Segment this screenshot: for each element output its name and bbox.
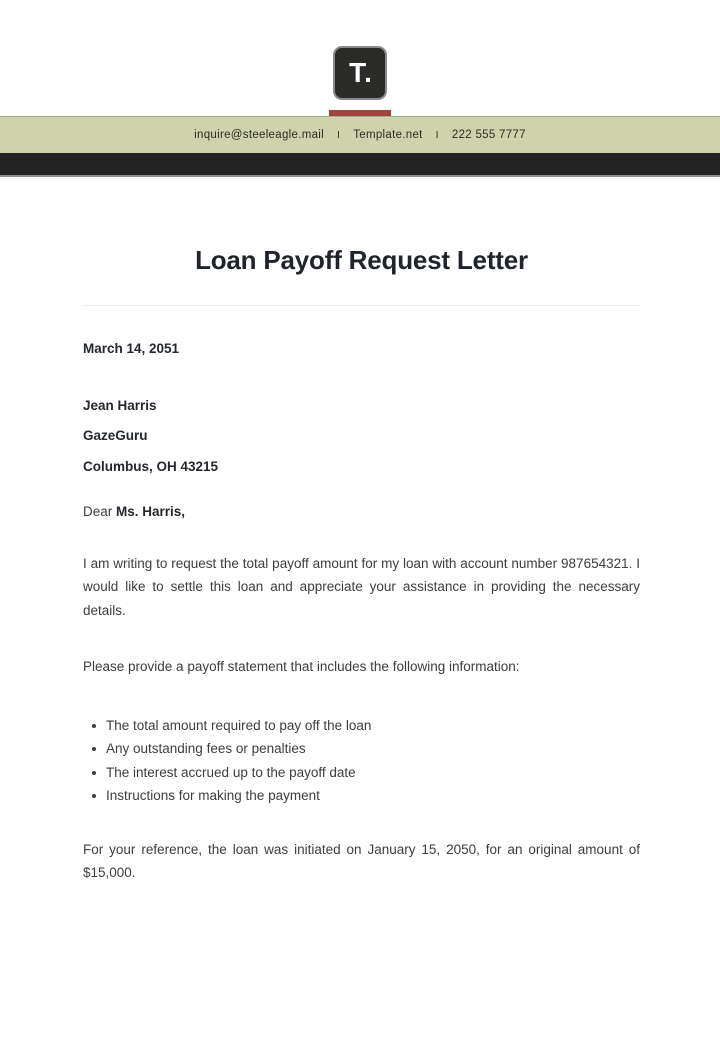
contact-email: inquire@steeleagle.mail <box>194 129 324 141</box>
recipient-address: Columbus, OH 43215 <box>83 458 219 474</box>
letter-body <box>0 246 720 885</box>
salutation <box>83 500 640 524</box>
contact-separator: I <box>435 129 439 141</box>
letter-page <box>0 46 720 1062</box>
list-item: The total amount required to pay off the loan <box>106 714 640 738</box>
contact-separator: I <box>336 129 341 141</box>
brand-logo <box>333 46 387 100</box>
list-item: Any outstanding fees or penalties <box>106 737 640 761</box>
contact-website: Template.net <box>353 129 423 141</box>
list-item: Instructions for making the payment <box>106 784 640 808</box>
salutation-name: Ms. Harris <box>116 504 182 519</box>
recipient-company: GazeGuru <box>83 428 148 443</box>
payoff-info-list <box>83 714 640 808</box>
contact-phone: 222 555 7777 <box>451 129 526 141</box>
brand-logo-text: T. <box>349 57 373 88</box>
paragraph-reference: For your reference, the loan was initiated on January 15, 2050, for an original amount of $15,000. <box>83 841 640 880</box>
contact-bar <box>0 116 720 153</box>
salutation-prefix: Dear <box>83 504 117 519</box>
letterhead <box>0 46 720 177</box>
salutation-comma: , <box>181 504 186 519</box>
letter-date: March 14, 2051 <box>83 341 180 356</box>
paragraph-statement-intro: Please provide a payoff statement that includes the following information: <box>83 659 520 674</box>
list-item: The interest accrued up to the payoff date <box>106 761 640 785</box>
title-divider <box>83 305 640 306</box>
header-dark-bar <box>0 153 720 177</box>
recipient-block <box>83 394 640 479</box>
recipient-name: Jean Harris <box>83 397 157 413</box>
paragraph-request: I am writing to request the total payoff amount for my loan with account number 987654321. I would like to settle this loan and appreciate your assistance in providing the necessary details. <box>83 555 640 618</box>
letter-title: Loan Payoff Request Letter <box>195 245 528 275</box>
